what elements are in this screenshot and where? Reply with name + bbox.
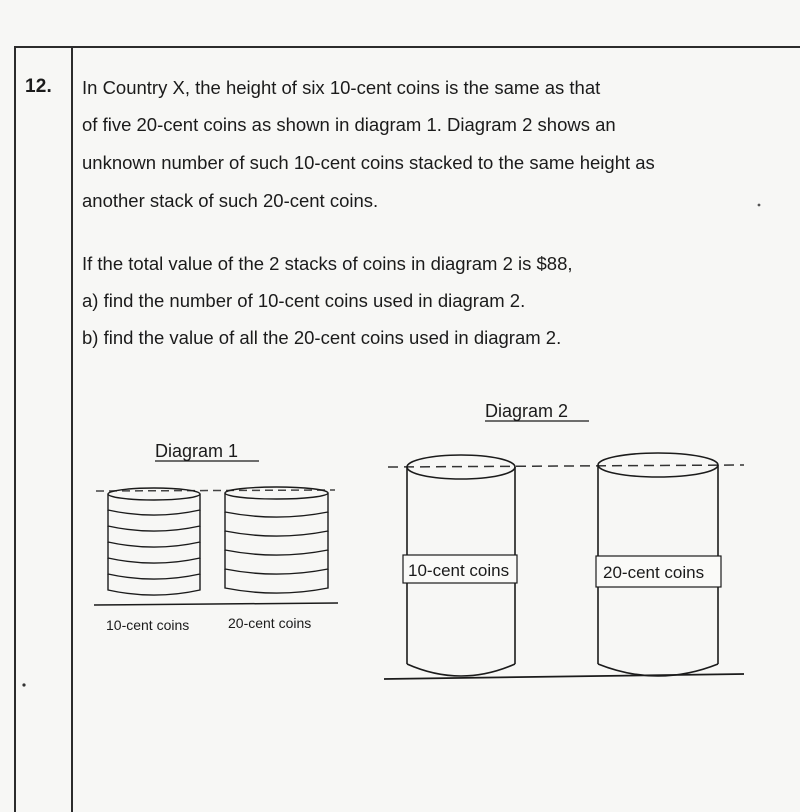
twenty-cent-cylinder	[596, 453, 721, 676]
diagram-2-baseline	[384, 674, 744, 679]
diagram-2-title: Diagram 2	[485, 401, 569, 421]
twenty-cent-stack-coin	[225, 550, 328, 574]
diagram-2-top-dashed-line	[388, 465, 744, 467]
diagram-1-baseline	[94, 603, 338, 605]
twenty-cent-stack-coin	[225, 569, 328, 593]
question-line-1: In Country X, the height of six 10-cent coins is the same as that	[82, 77, 601, 98]
diagram-1-twenty-cent-label: 20-cent coins	[228, 615, 312, 631]
twenty-cent-stack-top	[225, 487, 328, 499]
ten-cent-cylinder	[403, 455, 517, 676]
question-line-3: unknown number of such 10-cent coins stacked to the same height as	[82, 152, 655, 173]
margin-dot	[22, 683, 25, 686]
question-line-5: If the total value of the 2 stacks of coins in diagram 2 is $88,	[82, 253, 573, 274]
diagram-2-ten-cent-label: 10-cent coins	[408, 561, 510, 580]
margin-dot-right	[758, 204, 761, 207]
ten-cent-stack-top	[108, 488, 200, 500]
ten-cent-stack	[108, 488, 200, 595]
diagram-1-top-dashed-line	[96, 490, 335, 491]
diagram-1-ten-cent-label: 10-cent coins	[106, 617, 190, 633]
part-b-line: b) find the value of all the 20-cent coins used in diagram 2.	[82, 327, 562, 348]
ten-cent-stack-coin	[108, 494, 200, 515]
twenty-cent-stack-coin	[225, 512, 328, 536]
twenty-cent-stack-coin	[225, 531, 328, 555]
question-line-4: another stack of such 20-cent coins.	[82, 190, 379, 211]
diagram-2-twenty-cent-label: 20-cent coins	[603, 563, 705, 582]
part-a-line: a) find the number of 10-cent coins used in diagram 2.	[82, 290, 526, 311]
twenty-cent-stack	[225, 487, 328, 593]
diagram-1-title: Diagram 1	[155, 441, 239, 461]
question-line-2: of five 20-cent coins as shown in diagram 1. Diagram 2 shows an	[82, 114, 616, 135]
diagram-2	[384, 401, 744, 679]
question-number: 12.	[25, 76, 53, 97]
diagram-1	[94, 441, 338, 633]
